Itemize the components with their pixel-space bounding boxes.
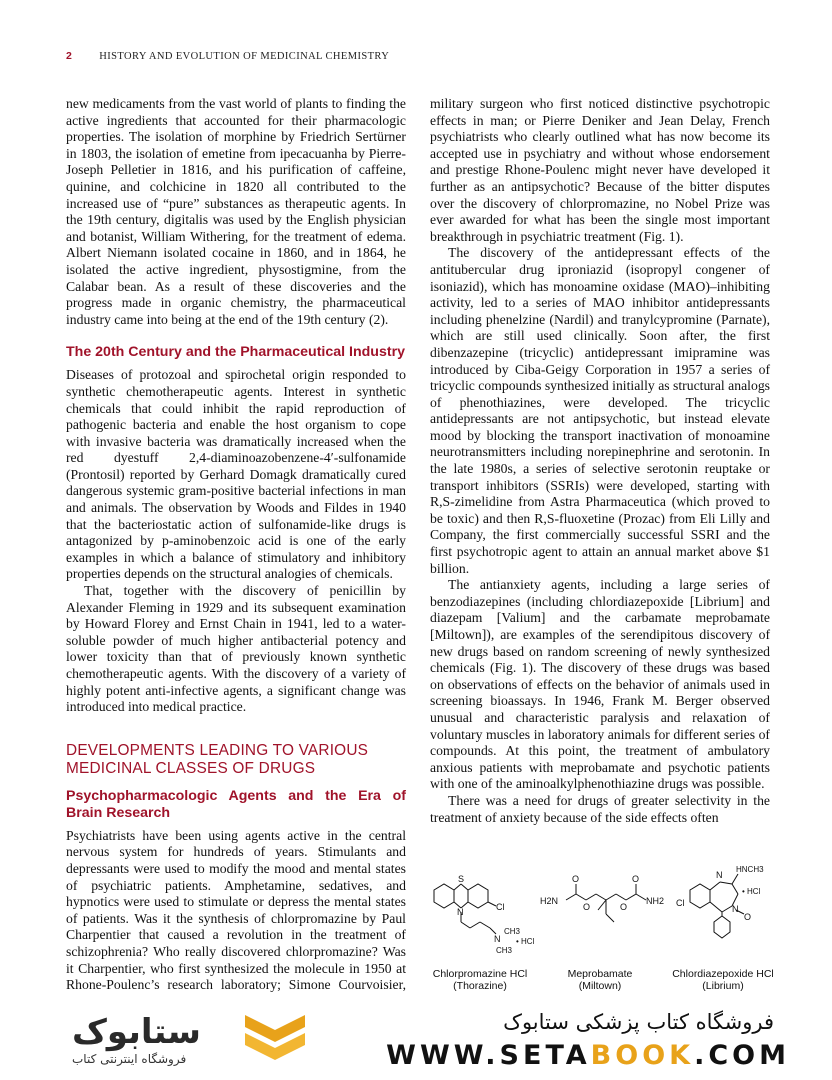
atom-label: HNCH3 <box>736 865 764 874</box>
caption-meprobamate <box>554 968 646 993</box>
paragraph: Diseases of protozoal and spirochetal origin responded to synthetic chemotherapeutic agents. Interest in synthetic chemicals that could inhibit the rapid reproduction of pathogenic bacteria and enable the host organism to cope with invasive bacteria was dramatically increased when the red dyestuff 2,4-diaminoazobenzene-4′-sulfonamide (Prontosil) reported by Gerhard Domagk dramatically cured dangerous systemic gram-positive bacterial infections in man and animals. The observation by Woods and Fildes in 1940 that the bacteriostatic action of sulfonamide-like drugs is antagonized by p-aminobenzoic acid is one of the early examples in which a balance of stimulatory and inhibitory properties depends on the structural analogies of chemicals. <box>66 367 406 582</box>
paragraph: There was a need for drugs of greater selectivity in the treatment of anxiety because of the side effects often <box>430 792 770 825</box>
caption-brand: (Miltown) <box>578 980 622 993</box>
meprobamate-structure <box>540 874 664 922</box>
atom-label: • HCl <box>516 937 535 946</box>
atom-label: N <box>494 934 501 944</box>
caption-brand: (Thorazine) <box>453 980 507 993</box>
atom-label: CH3 <box>504 927 521 936</box>
atom-label: O <box>744 912 752 922</box>
figure-drug-structures <box>424 860 794 996</box>
caption-chlordiazepoxide <box>660 968 786 993</box>
atom-label: O <box>572 874 580 884</box>
atom-label: CH3 <box>496 946 513 955</box>
caption-name: Chlorpromazine HCl <box>432 968 528 980</box>
paragraph: That, together with the discovery of penicillin by Alexander Fleming in 1929 and its subsequent examination by Howard Florey and Ernst Chain in 1941, led to a water-soluble powder of much higher antibacterial potency and lower toxicity than that of previously known synthetic chemotherapeutic agents. With the discovery of a variety of highly potent anti-infective agents, a significant change was introduced into medical practice. <box>66 583 406 715</box>
running-title: HISTORY AND EVOLUTION OF MEDICINAL CHEMISTRY <box>99 51 390 62</box>
url-part: .COM <box>694 1040 790 1071</box>
chlordiazepoxide-structure <box>676 865 764 938</box>
atom-label: O <box>583 902 591 912</box>
atom-label: H2N <box>540 896 559 906</box>
paragraph: military surgeon who first noticed distinctive psychotropic effects in man; or Pierre Deniker and Jean Delay, French psychiatrists who clearly outlined what has now become its accepted use in psychiatry and without whose endorsement and prestige Rhone-Poulenc might never have developed it further as an antipsychotic? Because of the bitter disputes over the discovery of chlorpromazine, no Nobel Prize was ever awarded for what has been the single most important breakthrough in psychiatric treatment (Fig. 1). <box>430 96 770 244</box>
atom-label: S <box>458 874 465 884</box>
paragraph: new medicaments from the vast world of plants to finding the active ingredients that accounted for their pharmacologic properties. The isolation of morphine by Friedrich Sertürner in 1803, the isolation of emetine from ipecacuanha by Pierre-Joseph Pelletier in 1816, and his purification of caffeine, quinine, and colchicine in 1820 all contributed to the increased use of “pure” substances as therapeutic agents. In the 19th century, digitalis was used by the English physician and botanist, William Withering, for the treatment of edema. Albert Niemann isolated cocaine in 1860, and in 1864, he isolated the active ingredient, physostigmine, from the Calabar bean. As a result of these discoveries and the progress made in organic chemistry, the pharmaceutical industry came into being at the end of the 19th century (2). <box>66 96 406 327</box>
atom-label: • HCl <box>742 887 761 896</box>
right-column <box>430 96 770 826</box>
paragraph: The antianxiety agents, including a large series of benzodiazepines (including chlordiazepoxide [Librium] and diazepam [Valium] and the carbamate meprobamate [Miltown]), are examples of the serendipitous discovery of new drugs based on random screening of newly synthesized chemicals (Fig. 1). The discovery of these drugs was based on observations of effects on the behavior of animals used in screening bioassays. In 1946, Frank M. Berger observed unusual and characteristic paralysis and relaxation of voluntary muscles in laboratory animals for different series of compounds. At this point, the treatment of ambulatory anxious patients with meprobamate and psychotic patients with one of the aminoalkylphenothiazine drugs was possible. <box>430 577 770 792</box>
subsection-heading: Psychopharmacologic Agents and the Era of Brain Research <box>66 787 406 821</box>
atom-label: O <box>620 902 628 912</box>
shop-name: فروشگاه کتاب پزشکی ستابوک <box>503 1010 774 1034</box>
shop-url <box>386 1040 790 1071</box>
url-part: WWW.SETA <box>386 1040 591 1071</box>
left-column <box>66 96 406 1010</box>
atom-label: N <box>457 907 464 917</box>
paragraph: Psychiatrists have been using agents active in the central nervous system for hundreds of years. Stimulants and depressants were used to modify the mood and mental states of psychiatric patients. Amphetamine, sedatives, and hypnotics were used to stimulate or depress the mental states of patients. Was it the synthesis of chlorpromazine by Paul Charpentier that caused a revolution in the treatment of schizophrenia? Who really discovered chlorpromazine? Was it Charpentier, who first synthesized the molecule in 1950 at Rhone-Poulenc’s research laboratory; Simone Courvoisier, <box>66 827 406 993</box>
atom-label: N <box>716 870 723 880</box>
atom-label: O <box>632 874 640 884</box>
brand-logo-text: ستابوک <box>72 1012 201 1052</box>
caption-chlorpromazine <box>424 968 536 993</box>
page-number: 2 <box>66 50 73 62</box>
atom-label: N <box>732 904 739 914</box>
atom-label: NH2 <box>646 896 665 906</box>
caption-brand: (Librium) <box>702 980 744 993</box>
brand-logo-subtitle: فروشگاه اینترنتی کتاب <box>72 1052 187 1066</box>
paragraph: The discovery of the antidepressant effects of the antitubercular drug iproniazid (isopropyl congener of isoniazid), which has monoamine oxidase (MAO)–inhibiting activity, led to a series of MAO inhibitor antidepressants including phenelzine (Nardil) and tranylcypromine (Parnate), which are still used clinically. Soon after, the first dibenzazepine (tricyclic) antidepressant imipramine was introduced by Ciba-Geigy Corporation in 1957 a series of tricyclic compounds synthesized initially as structural analogs of phenothiazines, were developed. The tricyclic antidepressants are not antipsychotic, but instead elevate mood by blocking the transport inactivation of monoamine neurotransmitters including norepinephrine and serotonin. In the late 1980s, a series of selective serotonin reuptake or transport inhibitors (SSRIs) were developed, starting with R,S-zimelidine from Astra Pharmaceutica (which proved to be toxic) and then R,S-fluoxetine (Prozac) from Eli Lilly and Company, the first commercially successful SSRI and the first psychotropic agent to attain an annual market above $1 billion. <box>430 245 770 576</box>
heading-line: DEVELOPMENTS LEADING TO VARIOUS <box>66 741 369 759</box>
atom-label: Cl <box>496 902 505 912</box>
heading-line: MEDICINAL CLASSES OF DRUGS <box>66 759 316 777</box>
running-header <box>66 50 772 70</box>
chlorpromazine-structure <box>434 874 535 955</box>
section-heading: The 20th Century and the Pharmaceutical Industry <box>66 344 406 361</box>
atom-label: Cl <box>676 898 685 908</box>
chemical-structures-drawing <box>424 860 794 970</box>
chapter-section-heading <box>66 742 406 778</box>
caption-name: Meprobamate <box>567 968 633 980</box>
url-part-accent: BOOK <box>590 1040 695 1071</box>
chevron-logo-icon <box>240 1010 310 1060</box>
caption-name: Chlordiazepoxide HCl <box>672 968 774 980</box>
